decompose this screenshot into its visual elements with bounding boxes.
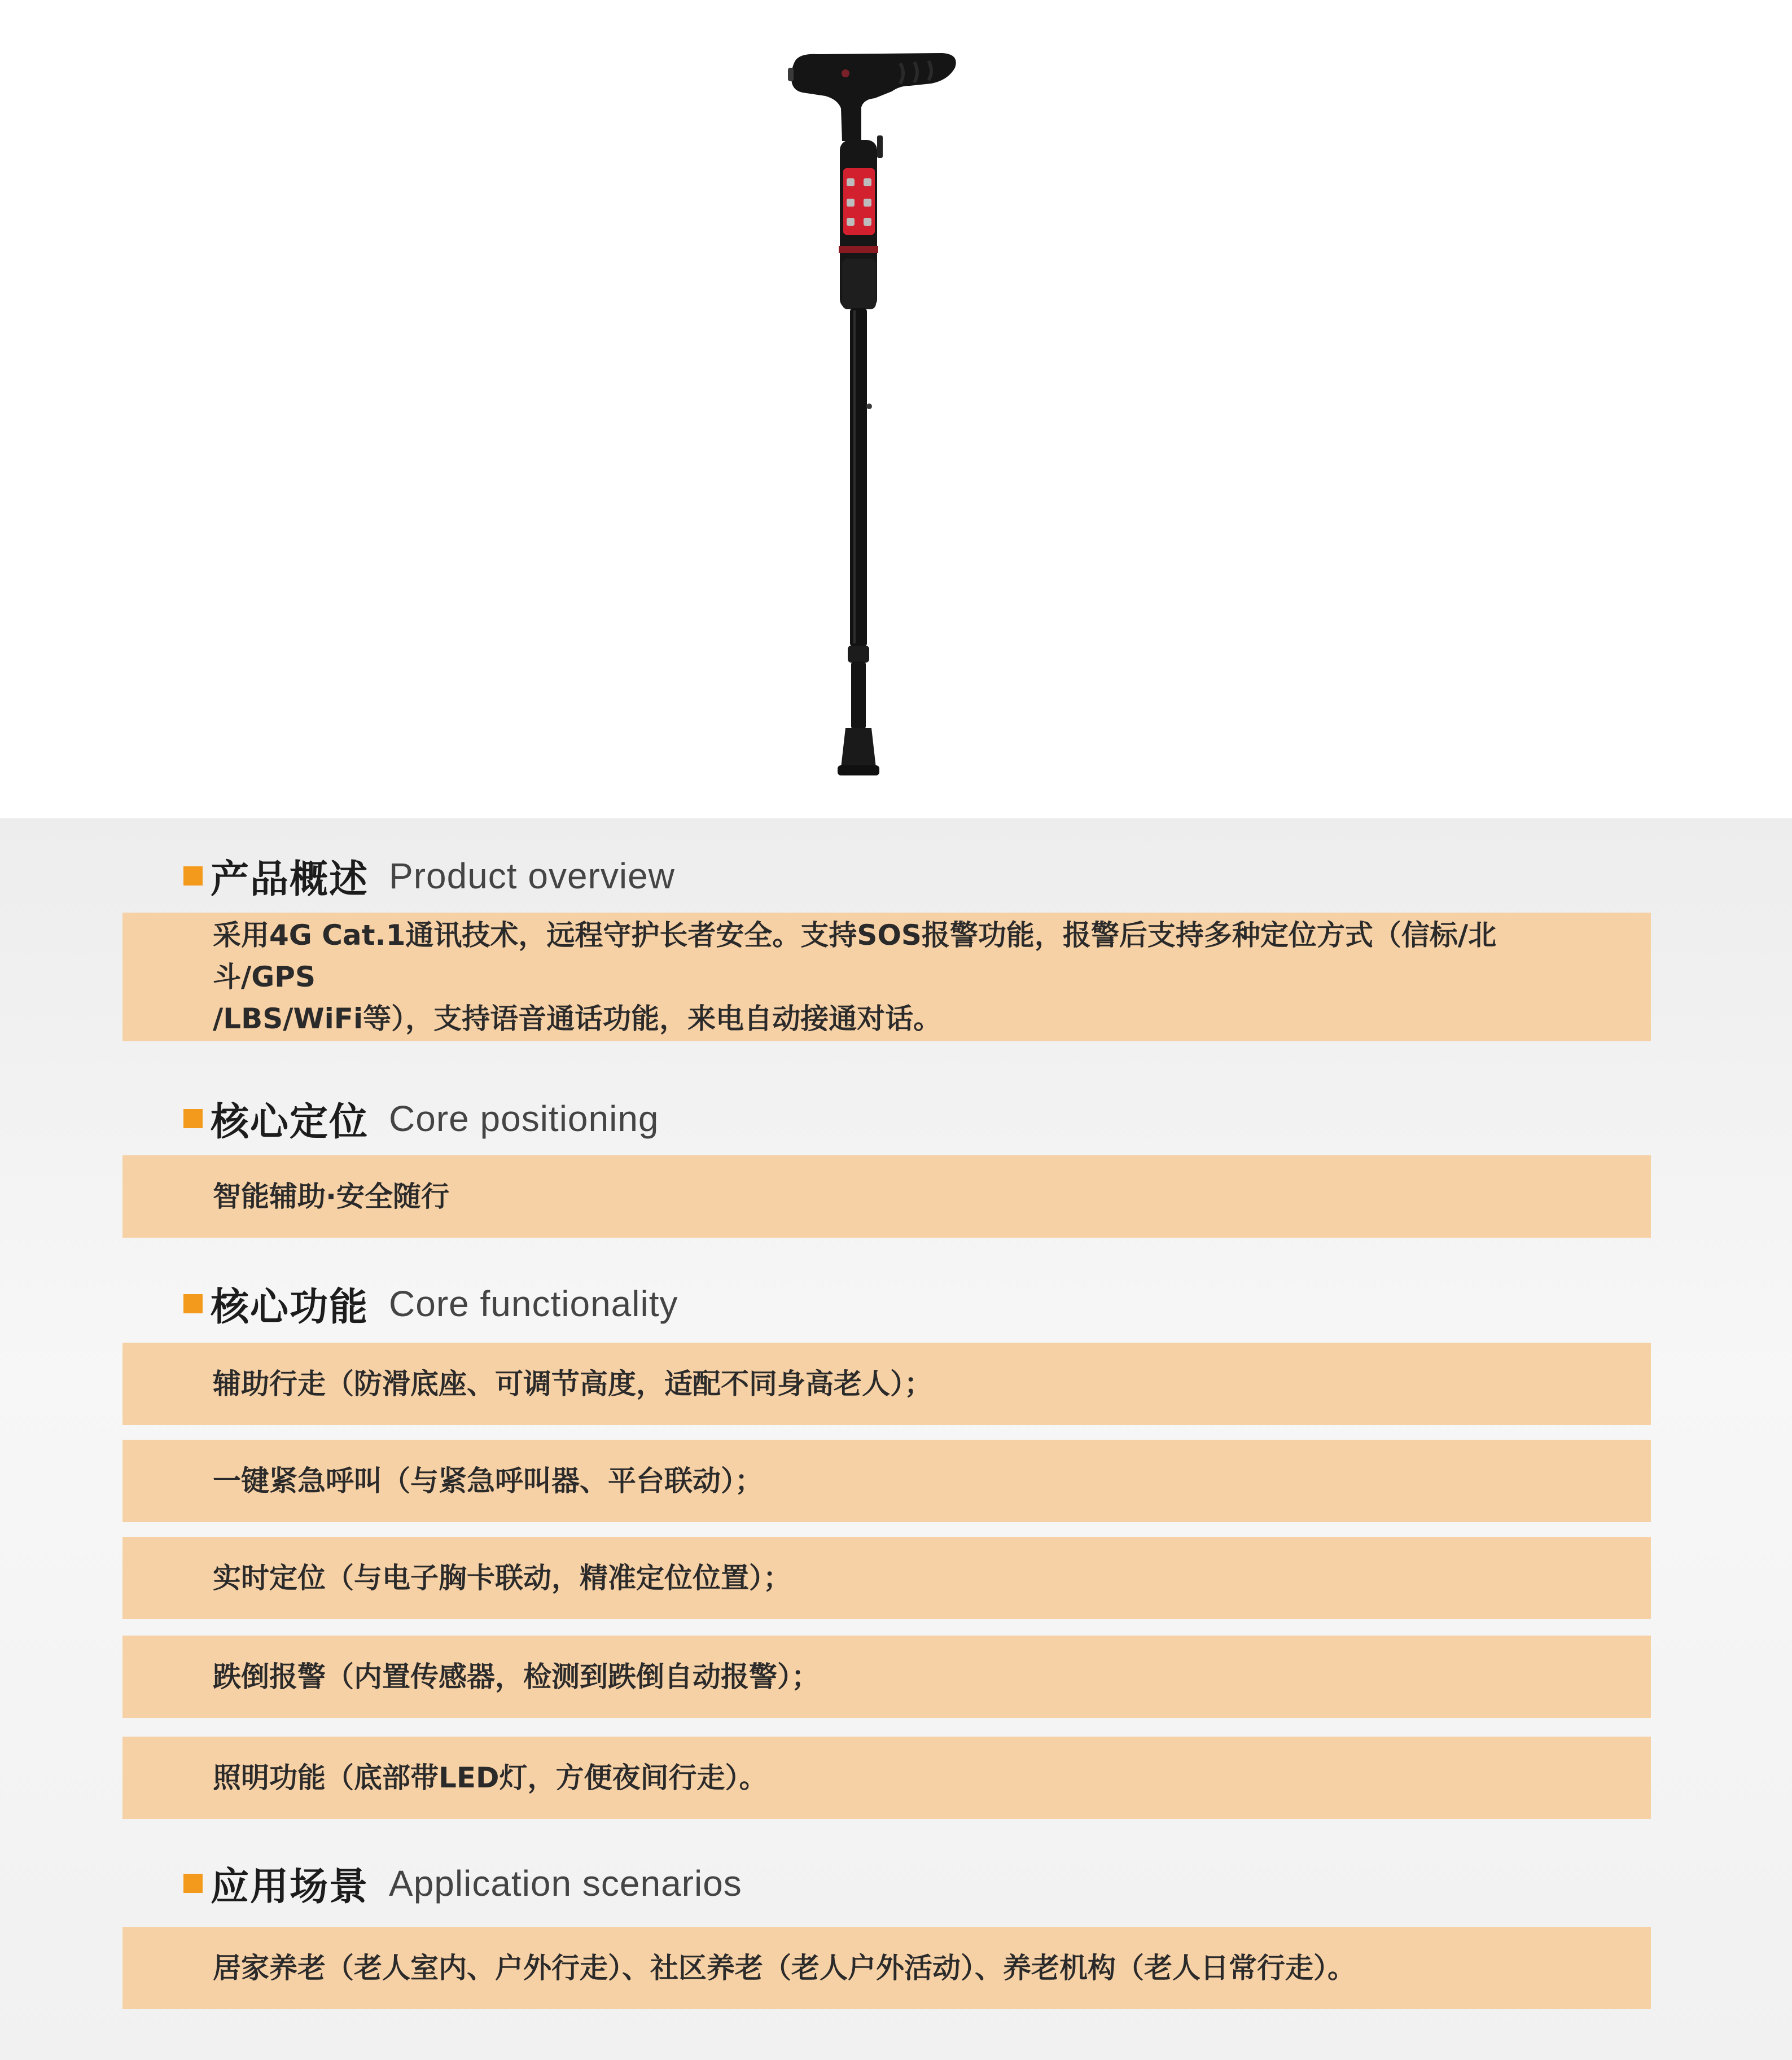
function-item-text: 跌倒报警（内置传感器，检测到跌倒自动报警）；	[213, 1660, 820, 1693]
section-title-en: Core functionality	[389, 1283, 678, 1324]
overview-line: 采用4G Cat.1通讯技术，远程守护长者安全。支持SOS报警功能，报警后支持多种定位方式（信标/北斗/GPS	[213, 919, 1497, 993]
section-title-cn: 产品概述	[211, 857, 369, 902]
function-item-text: 照明功能（底部带LED灯，方便夜间行走）。	[213, 1761, 768, 1794]
scenarios-box	[122, 1927, 1651, 2009]
section-title-cn: 核心定位	[211, 1099, 369, 1145]
function-item-box	[122, 1537, 1651, 1619]
scenarios-text: 居家养老（老人室内、户外行走）、社区养老（老人户外活动）、养老机构（老人日常行走）。	[213, 1952, 1356, 1984]
section-title-cn: 核心功能	[211, 1285, 369, 1330]
accent-square-icon	[183, 866, 203, 886]
overview-text	[213, 914, 1583, 1040]
product-hero	[0, 0, 1792, 818]
section-title-overview	[183, 845, 675, 907]
function-item-box	[122, 1440, 1651, 1522]
function-item-text: 一键紧急呼叫（与紧急呼叫器、平台联动）；	[213, 1465, 763, 1497]
section-title-positioning	[183, 1088, 659, 1150]
section-title-scenarios	[183, 1852, 742, 1914]
smart-cane-image	[779, 51, 971, 784]
accent-square-icon	[183, 1109, 203, 1128]
function-item-box	[122, 1737, 1651, 1819]
section-title-en: Product overview	[389, 856, 675, 896]
section-title-en: Core positioning	[389, 1098, 659, 1139]
function-item-box	[122, 1343, 1651, 1425]
positioning-box	[122, 1155, 1651, 1238]
overview-box	[122, 913, 1651, 1041]
overview-line: /LBS/WiFi等），支持语音通话功能，来电自动接通对话。	[213, 1002, 942, 1035]
function-item-text: 实时定位（与电子胸卡联动，精准定位位置）；	[213, 1562, 791, 1594]
section-title-en: Application scenarios	[389, 1863, 742, 1904]
accent-square-icon	[183, 1874, 203, 1893]
function-item-box	[122, 1636, 1651, 1718]
function-item-text: 辅助行走（防滑底座、可调节高度，适配不同身高老人）；	[213, 1368, 932, 1400]
section-title-functions	[183, 1273, 678, 1335]
section-title-cn: 应用场景	[211, 1864, 369, 1909]
positioning-text: 智能辅助·安全随行	[213, 1180, 449, 1213]
accent-square-icon	[183, 1294, 203, 1313]
